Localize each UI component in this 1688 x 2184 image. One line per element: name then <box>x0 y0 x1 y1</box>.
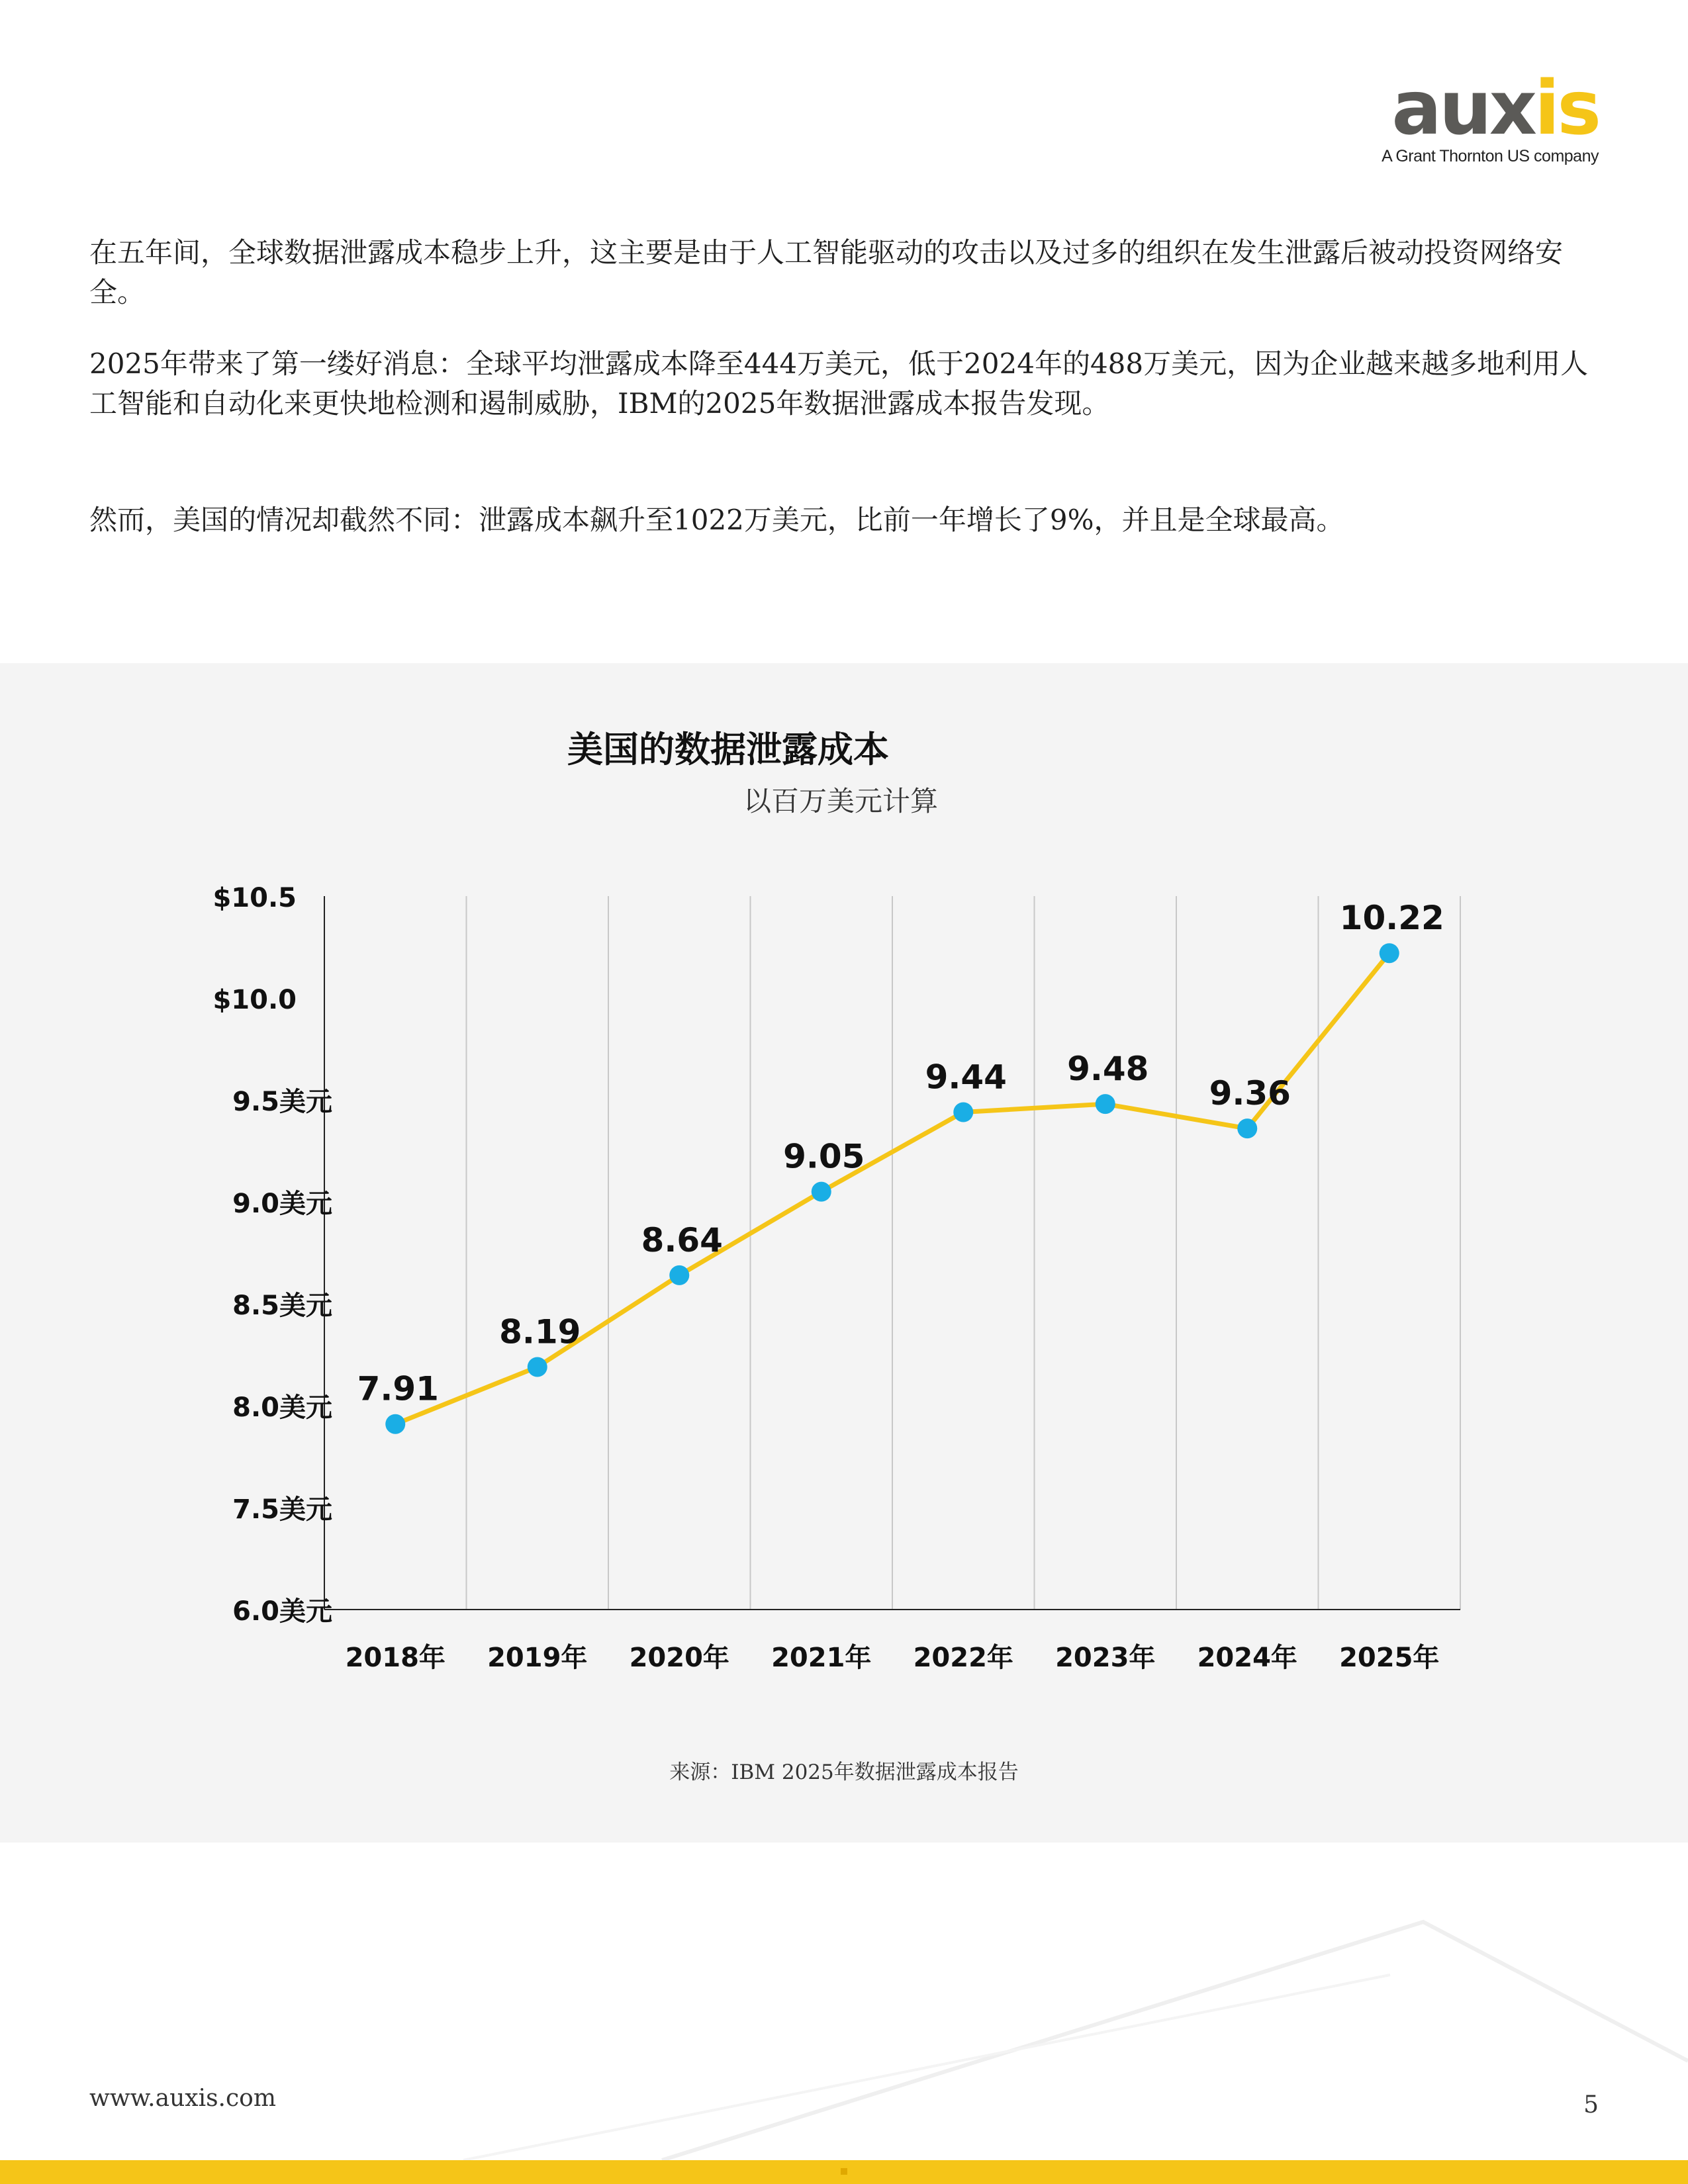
y-tick-label: $10.0 <box>212 985 297 1015</box>
y-tick-label: 8.0美元 <box>232 1392 332 1423</box>
data-label: 9.36 <box>1209 1074 1291 1113</box>
data-point <box>528 1357 547 1377</box>
data-point <box>1380 943 1399 963</box>
data-label: 9.48 <box>1067 1050 1149 1089</box>
data-point <box>953 1102 973 1122</box>
decorative-lines <box>0 1843 1688 2160</box>
y-tick-label: 8.5美元 <box>232 1291 332 1321</box>
y-tick-label: 6.0美元 <box>232 1596 332 1627</box>
x-tick-label: 2020年 <box>629 1643 729 1673</box>
data-point <box>1096 1094 1115 1114</box>
y-tick-label: 9.5美元 <box>232 1087 332 1117</box>
y-tick-label: 9.0美元 <box>232 1189 332 1219</box>
data-point <box>1237 1118 1257 1138</box>
footer-url[interactable]: www.auxis.com <box>89 2085 276 2112</box>
y-tick-label: $10.5 <box>212 883 297 913</box>
paragraph-intro: 在五年间，全球数据泄露成本稳步上升，这主要是由于人工智能驱动的攻击以及过多的组织在发生泄露后被动投资网络安全。 <box>89 236 1564 308</box>
chart-title: 美国的数据泄露成本 <box>567 729 889 770</box>
data-label: 9.05 <box>783 1137 865 1176</box>
x-tick-label: 2021年 <box>771 1643 872 1673</box>
page-number: 5 <box>1583 2091 1599 2118</box>
chart-subtitle: 以百万美元计算 <box>743 785 938 817</box>
data-label: 8.64 <box>641 1220 723 1259</box>
data-label: 9.44 <box>925 1058 1007 1097</box>
x-tick-label: 2018年 <box>345 1643 445 1673</box>
paragraph-global-cost: 2025年带来了第一缕好消息：全球平均泄露成本降至444万美元，低于2024年的488万美元，因为企业越来越多地利用人工智能和自动化来更快地检测和遏制威胁，IBM的2025年数据泄露成本报告发现。 <box>89 347 1589 420</box>
data-label: 7.91 <box>357 1369 439 1408</box>
chart-source: 来源：IBM 2025年数据泄露成本报告 <box>669 1760 1019 1784</box>
data-point <box>385 1414 405 1434</box>
x-tick-label: 2023年 <box>1055 1643 1156 1673</box>
x-tick-label: 2025年 <box>1339 1643 1440 1673</box>
data-point <box>812 1182 831 1202</box>
data-label: 10.22 <box>1339 899 1444 938</box>
paragraph-us-cost: 然而，美国的情况却截然不同：泄露成本飙升至1022万美元，比前一年增长了9%，并且是全球最高。 <box>89 504 1344 536</box>
x-tick-label: 2024年 <box>1197 1643 1297 1673</box>
data-label: 8.19 <box>499 1312 581 1351</box>
data-point <box>669 1265 689 1285</box>
bottom-bar-marker <box>841 2168 847 2175</box>
x-tick-label: 2022年 <box>913 1643 1013 1673</box>
y-tick-label: 7.5美元 <box>232 1494 332 1525</box>
x-tick-label: 2019年 <box>487 1643 588 1673</box>
logo-tagline: A Grant Thornton US company <box>1382 147 1599 165</box>
logo-word-main: aux <box>1391 66 1534 152</box>
logo-word-accent: is <box>1534 66 1599 152</box>
